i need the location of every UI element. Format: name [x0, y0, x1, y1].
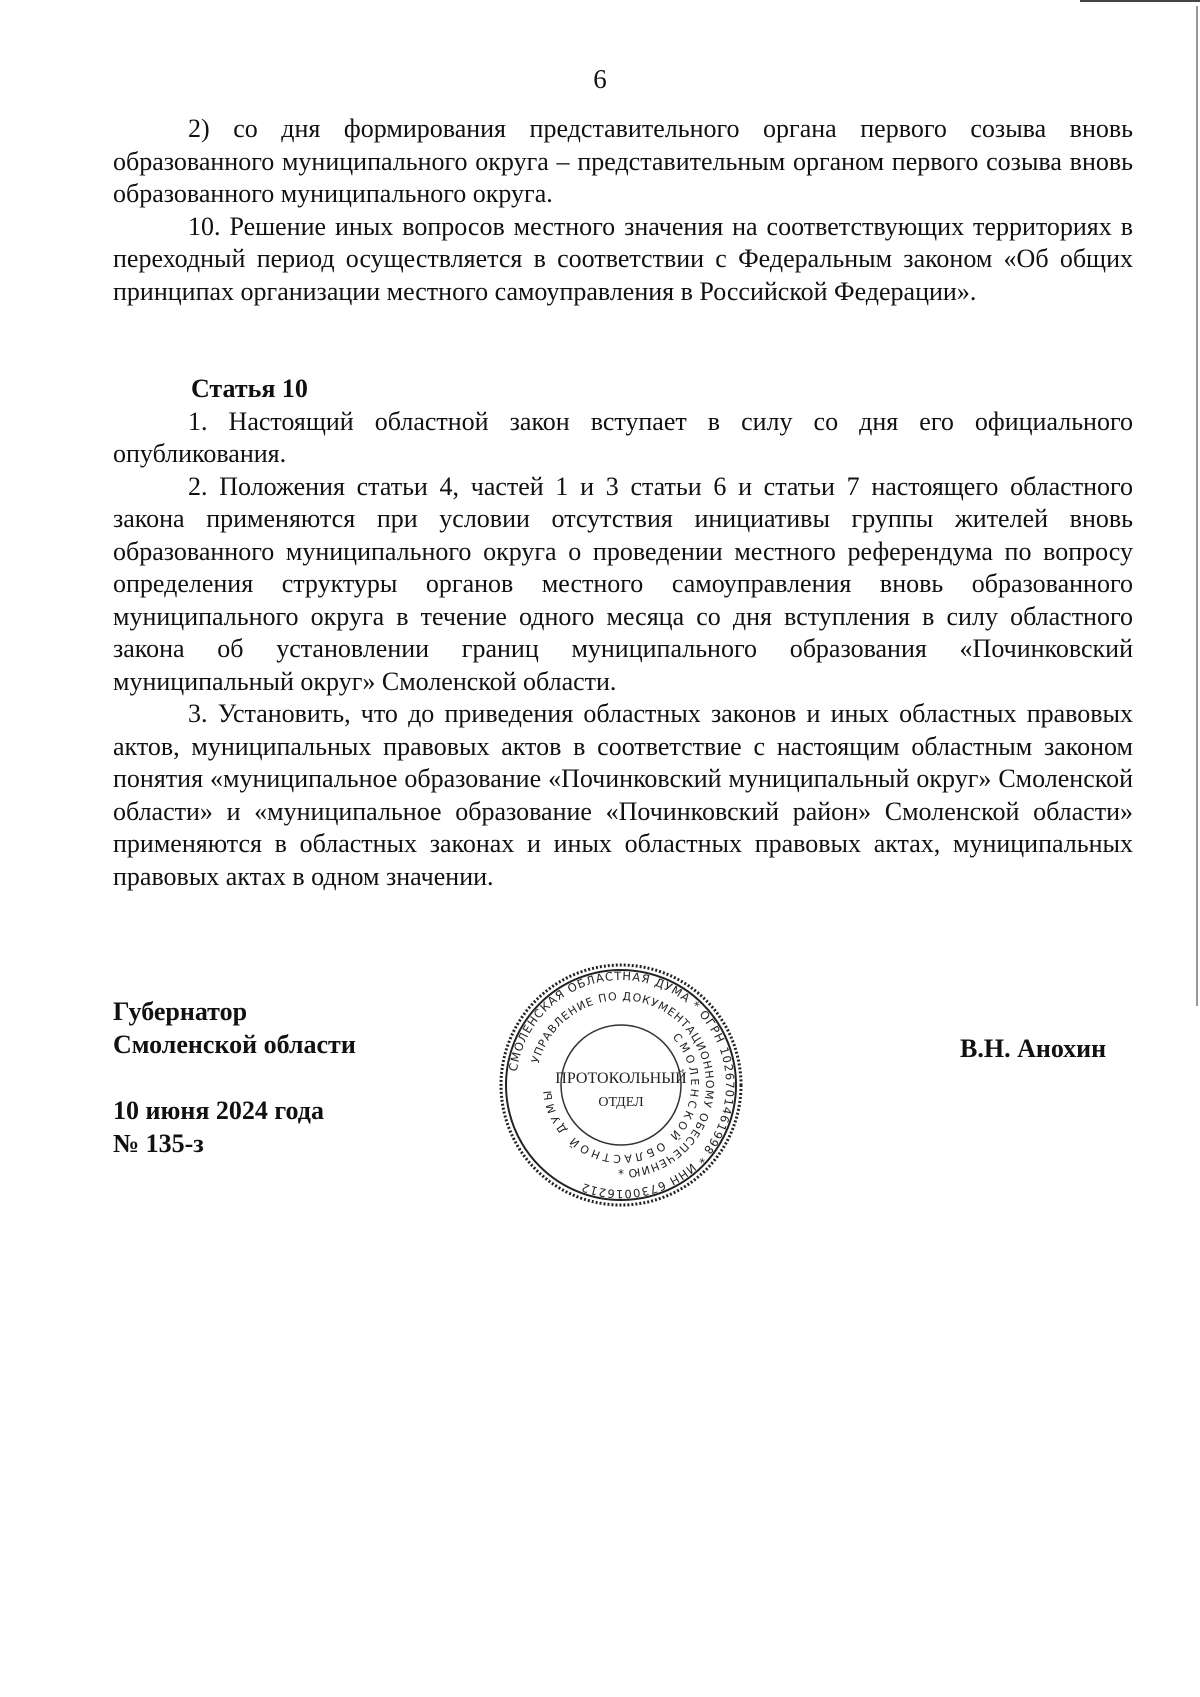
stamp-inner-text: СМОЛЕНСКОЙ ОБЛАСТНОЙ ДУМЫ	[540, 1030, 702, 1166]
position-line-2: Смоленской области	[113, 1030, 356, 1059]
law-date: 10 июня 2024 года	[113, 1096, 324, 1125]
stamp-star-icon: *	[618, 1167, 624, 1181]
article-paragraph-3: 3. Установить, что до приведения областных законов и иных областных правовых актов, муниципальных правовых актов в соответствие с настоящим областным законом понятия «муниципальное образование «Починковский муниципальный округ» Смоленской области» и «муниципальное образование «Починковский район» Смоленской области» применяются в областных законах и иных областных правовых актах, муниципальных правовых актах в одном значении.	[113, 699, 1133, 891]
article-paragraph-2: 2. Положения статьи 4, частей 1 и 3 статьи 6 и статьи 7 настоящего областного закона применяются при условии отсутствия инициативы группы жителей вновь образованного муниципального округа о проведении местного референдума по вопросу определения структуры органов местного самоуправления вновь образованного муниципального округа в течение одного месяца со дня вступления в силу областного закона об установлении границ муниципального образования «Починковский муниципальный округ» Смоленской области.	[113, 471, 1133, 696]
stamp-center-line-1: ПРОТОКОЛЬНЫЙ	[555, 1070, 687, 1087]
stamp-seal-icon	[496, 960, 746, 1210]
body-text-top	[113, 113, 1133, 308]
official-stamp	[496, 960, 746, 1210]
paragraph-item-2: 2) со дня формирования представительного органа первого созыва вновь образованного муниципального округа – представительным органом первого созыва вновь образованного муниципального округа.	[113, 114, 1133, 208]
stamp-middle-text: УПРАВЛЕНИЕ ПО ДОКУМЕНТАЦИОННОМУ ОБЕСПЕЧЕНИЮ	[528, 989, 717, 1180]
position-line-1: Губернатор	[113, 997, 248, 1026]
page-number: 6	[593, 64, 607, 94]
paragraph-part-10: 10. Решение иных вопросов местного значения на соответствующих территориях в переходный период осуществляется в соответствии с Федеральным законом «Об общих принципах организации местного самоуправления в Российской Федерации».	[113, 211, 1133, 306]
scan-edge-right	[1196, 6, 1198, 1006]
law-number: № 135-з	[113, 1129, 204, 1158]
article-10	[113, 373, 1133, 893]
scan-edge-top	[1080, 0, 1200, 2]
article-heading: Статья 10	[191, 374, 308, 403]
signatory-name: В.Н. Анохин	[960, 1034, 1107, 1063]
signatory-position	[113, 995, 356, 1061]
stamp-outer-text: СМОЛЕНСКАЯ ОБЛАСТНАЯ ДУМА * ОГРН 1026701461998 * ИНН 6730016212	[505, 968, 738, 1202]
stamp-center-line-2: ОТДЕЛ	[598, 1095, 644, 1110]
law-date-number	[113, 1094, 324, 1160]
article-paragraph-1: 1. Настоящий областной закон вступает в силу со дня его официального опубликования.	[113, 406, 1133, 468]
